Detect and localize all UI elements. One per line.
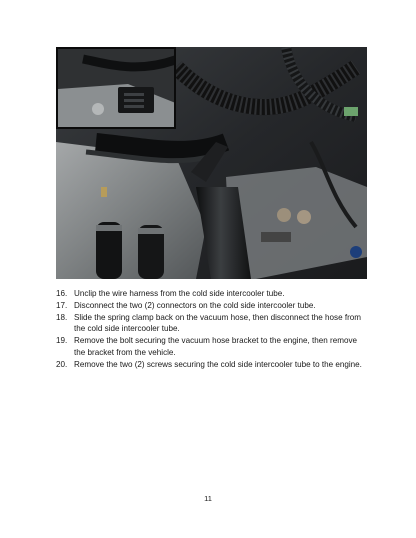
step-text: Slide the spring clamp back on the vacuum hose, then disconnect the hose from the cold side intercooler tube. bbox=[74, 312, 362, 334]
step-number: 17. bbox=[56, 300, 68, 310]
step-number: 20. bbox=[56, 359, 68, 369]
list-item bbox=[56, 288, 368, 300]
step-number: 18. bbox=[56, 312, 68, 322]
step-number: 19. bbox=[56, 336, 68, 346]
list-item bbox=[56, 300, 368, 312]
list-item bbox=[56, 312, 368, 336]
step-text: Unclip the wire harness from the cold side intercooler tube. bbox=[74, 289, 285, 298]
inset-illustration bbox=[58, 49, 176, 129]
engine-bay-photo bbox=[56, 47, 367, 279]
step-text: Disconnect the two (2) connectors on the cold side intercooler tube. bbox=[74, 300, 316, 310]
page-number: 11 bbox=[204, 494, 212, 503]
step-number: 16. bbox=[56, 289, 68, 298]
step-text: Remove the bolt securing the vacuum hose bracket to the engine, then remove the bracket from the vehicle. bbox=[74, 336, 357, 357]
list-item bbox=[56, 359, 368, 371]
step-text: Remove the two (2) screws securing the cold side intercooler tube to the engine. bbox=[74, 359, 362, 369]
inset-detail-photo bbox=[56, 47, 176, 129]
list-item bbox=[56, 335, 368, 359]
instruction-list bbox=[56, 288, 368, 371]
